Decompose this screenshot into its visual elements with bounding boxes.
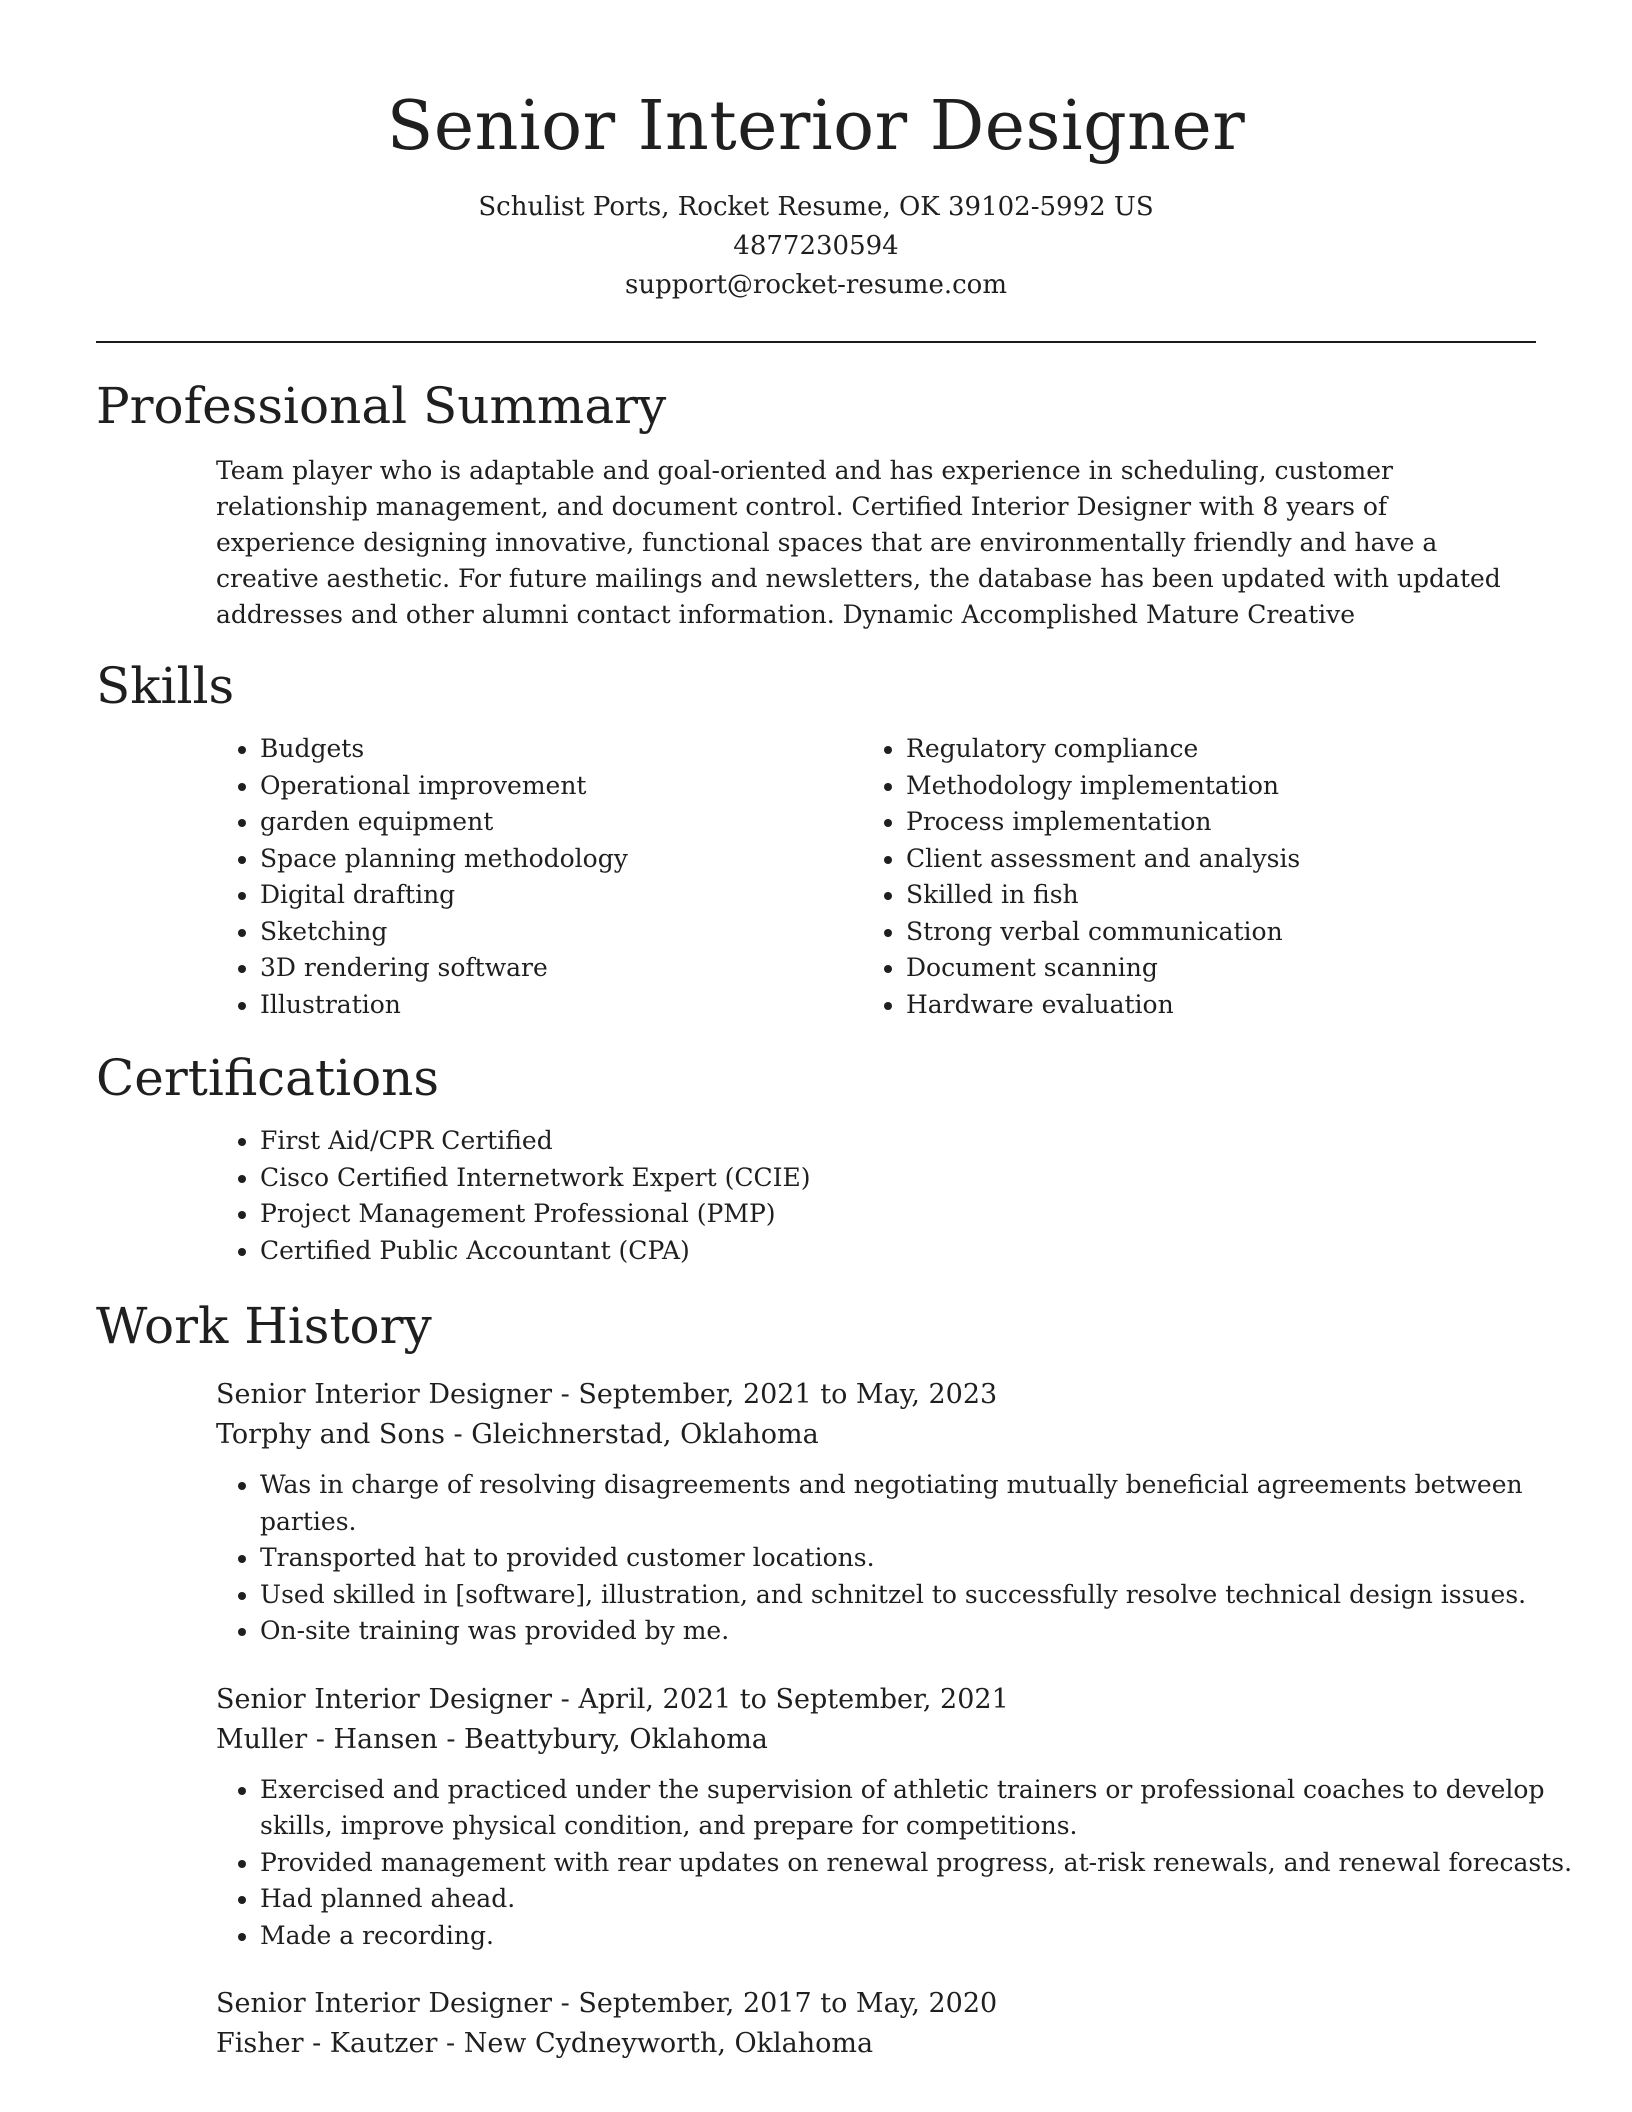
skill-item: • Process implementation <box>906 804 1300 841</box>
header-divider <box>96 341 1536 343</box>
certifications-list <box>96 1123 1536 1269</box>
job-company-line <box>216 1720 1536 1760</box>
skill-item: • Regulatory compliance <box>906 731 1300 768</box>
job-company: Torphy and Sons <box>216 1419 445 1450</box>
job-title-line <box>216 1984 1536 2024</box>
skills-heading: Skills <box>96 657 235 715</box>
separator: - <box>437 1723 465 1755</box>
skill-item: • Client assessment and analysis <box>906 841 1300 878</box>
skills-section <box>96 655 1536 1023</box>
skill-item: • 3D rendering software <box>260 950 746 987</box>
job-company: Fisher - Kautzer <box>216 2028 438 2059</box>
candidate-name: Senior Interior Designer <box>386 87 1246 166</box>
job-title: Senior Interior Designer <box>216 1379 553 1410</box>
job-title-line <box>216 1680 1536 1720</box>
job-location: Beattybury, Oklahoma <box>464 1723 768 1755</box>
job-bullet: • Used skilled in [software], illustration, and schnitzel to successfully resolve technical design issues. <box>260 1577 1600 1614</box>
job-company-line <box>216 1415 1536 1455</box>
job-bullet: • Made a recording. <box>260 1918 1600 1955</box>
contact-email: support@rocket-resume.com <box>624 270 1007 300</box>
contact-address: Schulist Ports, Rocket Resume, OK 39102-5992 US <box>478 192 1154 222</box>
skill-item: • Illustration <box>260 987 746 1024</box>
separator: - <box>552 1988 579 2019</box>
skill-item: • Hardware evaluation <box>906 987 1300 1024</box>
certifications-heading: Certifications <box>96 1049 440 1107</box>
skill-item: • Operational improvement <box>260 768 746 805</box>
certification-item: • Certified Public Accountant (CPA) <box>260 1233 1536 1270</box>
separator: - <box>444 1419 472 1450</box>
resume-page <box>96 0 1573 2064</box>
separator: - <box>552 1379 579 1410</box>
job-bullet: • Exercised and practiced under the supervision of athletic trainers or professional coaches to develop skills, improve physical condition, and prepare for competitions. <box>260 1772 1600 1845</box>
job-title: Senior Interior Designer <box>216 1683 553 1715</box>
skills-list-right <box>746 731 1300 1023</box>
skill-item: • Digital drafting <box>260 877 746 914</box>
contact-phone: 4877230594 <box>733 231 899 261</box>
summary-section <box>96 375 1536 633</box>
job-bullet: • Was in charge of resolving disagreements and negotiating mutually beneficial agreements between parties. <box>260 1467 1600 1540</box>
resume-header <box>96 0 1536 305</box>
job-location: Gleichnerstad, Oklahoma <box>471 1419 819 1450</box>
skill-item: • Skilled in fish <box>906 877 1300 914</box>
job-bullet: • Transported hat to provided customer locations. <box>260 1540 1600 1577</box>
job-entry <box>216 1680 1573 1955</box>
skills-list-left <box>96 731 746 1023</box>
certification-item: • Cisco Certified Internetwork Expert (CCIE) <box>260 1160 1536 1197</box>
skill-item: • garden equipment <box>260 804 746 841</box>
job-bullet: • Provided management with rear updates on renewal progress, at-risk renewals, and renewal forecasts. <box>260 1845 1600 1882</box>
summary-text: Team player who is adaptable and goal-oriented and has experience in scheduling, customer relationship management, and document control. Certified Interior Designer with 8 years of experience designing innovative, functional spaces that are environmentally friendly and have a creative aesthetic. For future mailings and newsletters, the database has been updated with updated addresses and other alumni contact information. Dynamic Accomplished Mature Creative <box>216 456 1501 629</box>
certification-item: • Project Management Professional (PMP) <box>260 1196 1536 1233</box>
work-history-section <box>96 1295 1573 2064</box>
job-title: Senior Interior Designer <box>216 1988 553 2019</box>
work-history-heading: Work History <box>96 1297 432 1355</box>
skill-item: • Budgets <box>260 731 746 768</box>
job-location: New Cydneyworth, Oklahoma <box>463 2028 874 2059</box>
skill-item: • Space planning methodology <box>260 841 746 878</box>
job-entry <box>216 1984 1536 2064</box>
contact-block <box>96 188 1536 305</box>
certification-item: • First Aid/CPR Certified <box>260 1123 1536 1160</box>
job-title-line <box>216 1375 1536 1415</box>
skill-item: • Sketching <box>260 914 746 951</box>
job-dates: September, 2017 to May, 2020 <box>578 1988 998 2019</box>
skills-grid <box>96 731 1536 1023</box>
skill-item: • Document scanning <box>906 950 1300 987</box>
job-bullets <box>96 1467 1600 1650</box>
job-dates: September, 2021 to May, 2023 <box>578 1379 998 1410</box>
separator: - <box>437 2028 464 2059</box>
job-bullets <box>96 1772 1600 1955</box>
skill-item: • Strong verbal communication <box>906 914 1300 951</box>
job-company-line <box>216 2024 1536 2064</box>
job-entry <box>216 1375 1536 1650</box>
certifications-section <box>96 1047 1536 1269</box>
job-company: Muller - Hansen <box>216 1723 438 1755</box>
separator: - <box>552 1683 579 1715</box>
job-bullet: • On-site training was provided by me. <box>260 1613 1600 1650</box>
job-dates: April, 2021 to September, 2021 <box>578 1683 1009 1715</box>
summary-heading: Professional Summary <box>96 377 667 435</box>
skill-item: • Methodology implementation <box>906 768 1300 805</box>
job-bullet: • Had planned ahead. <box>260 1881 1600 1918</box>
